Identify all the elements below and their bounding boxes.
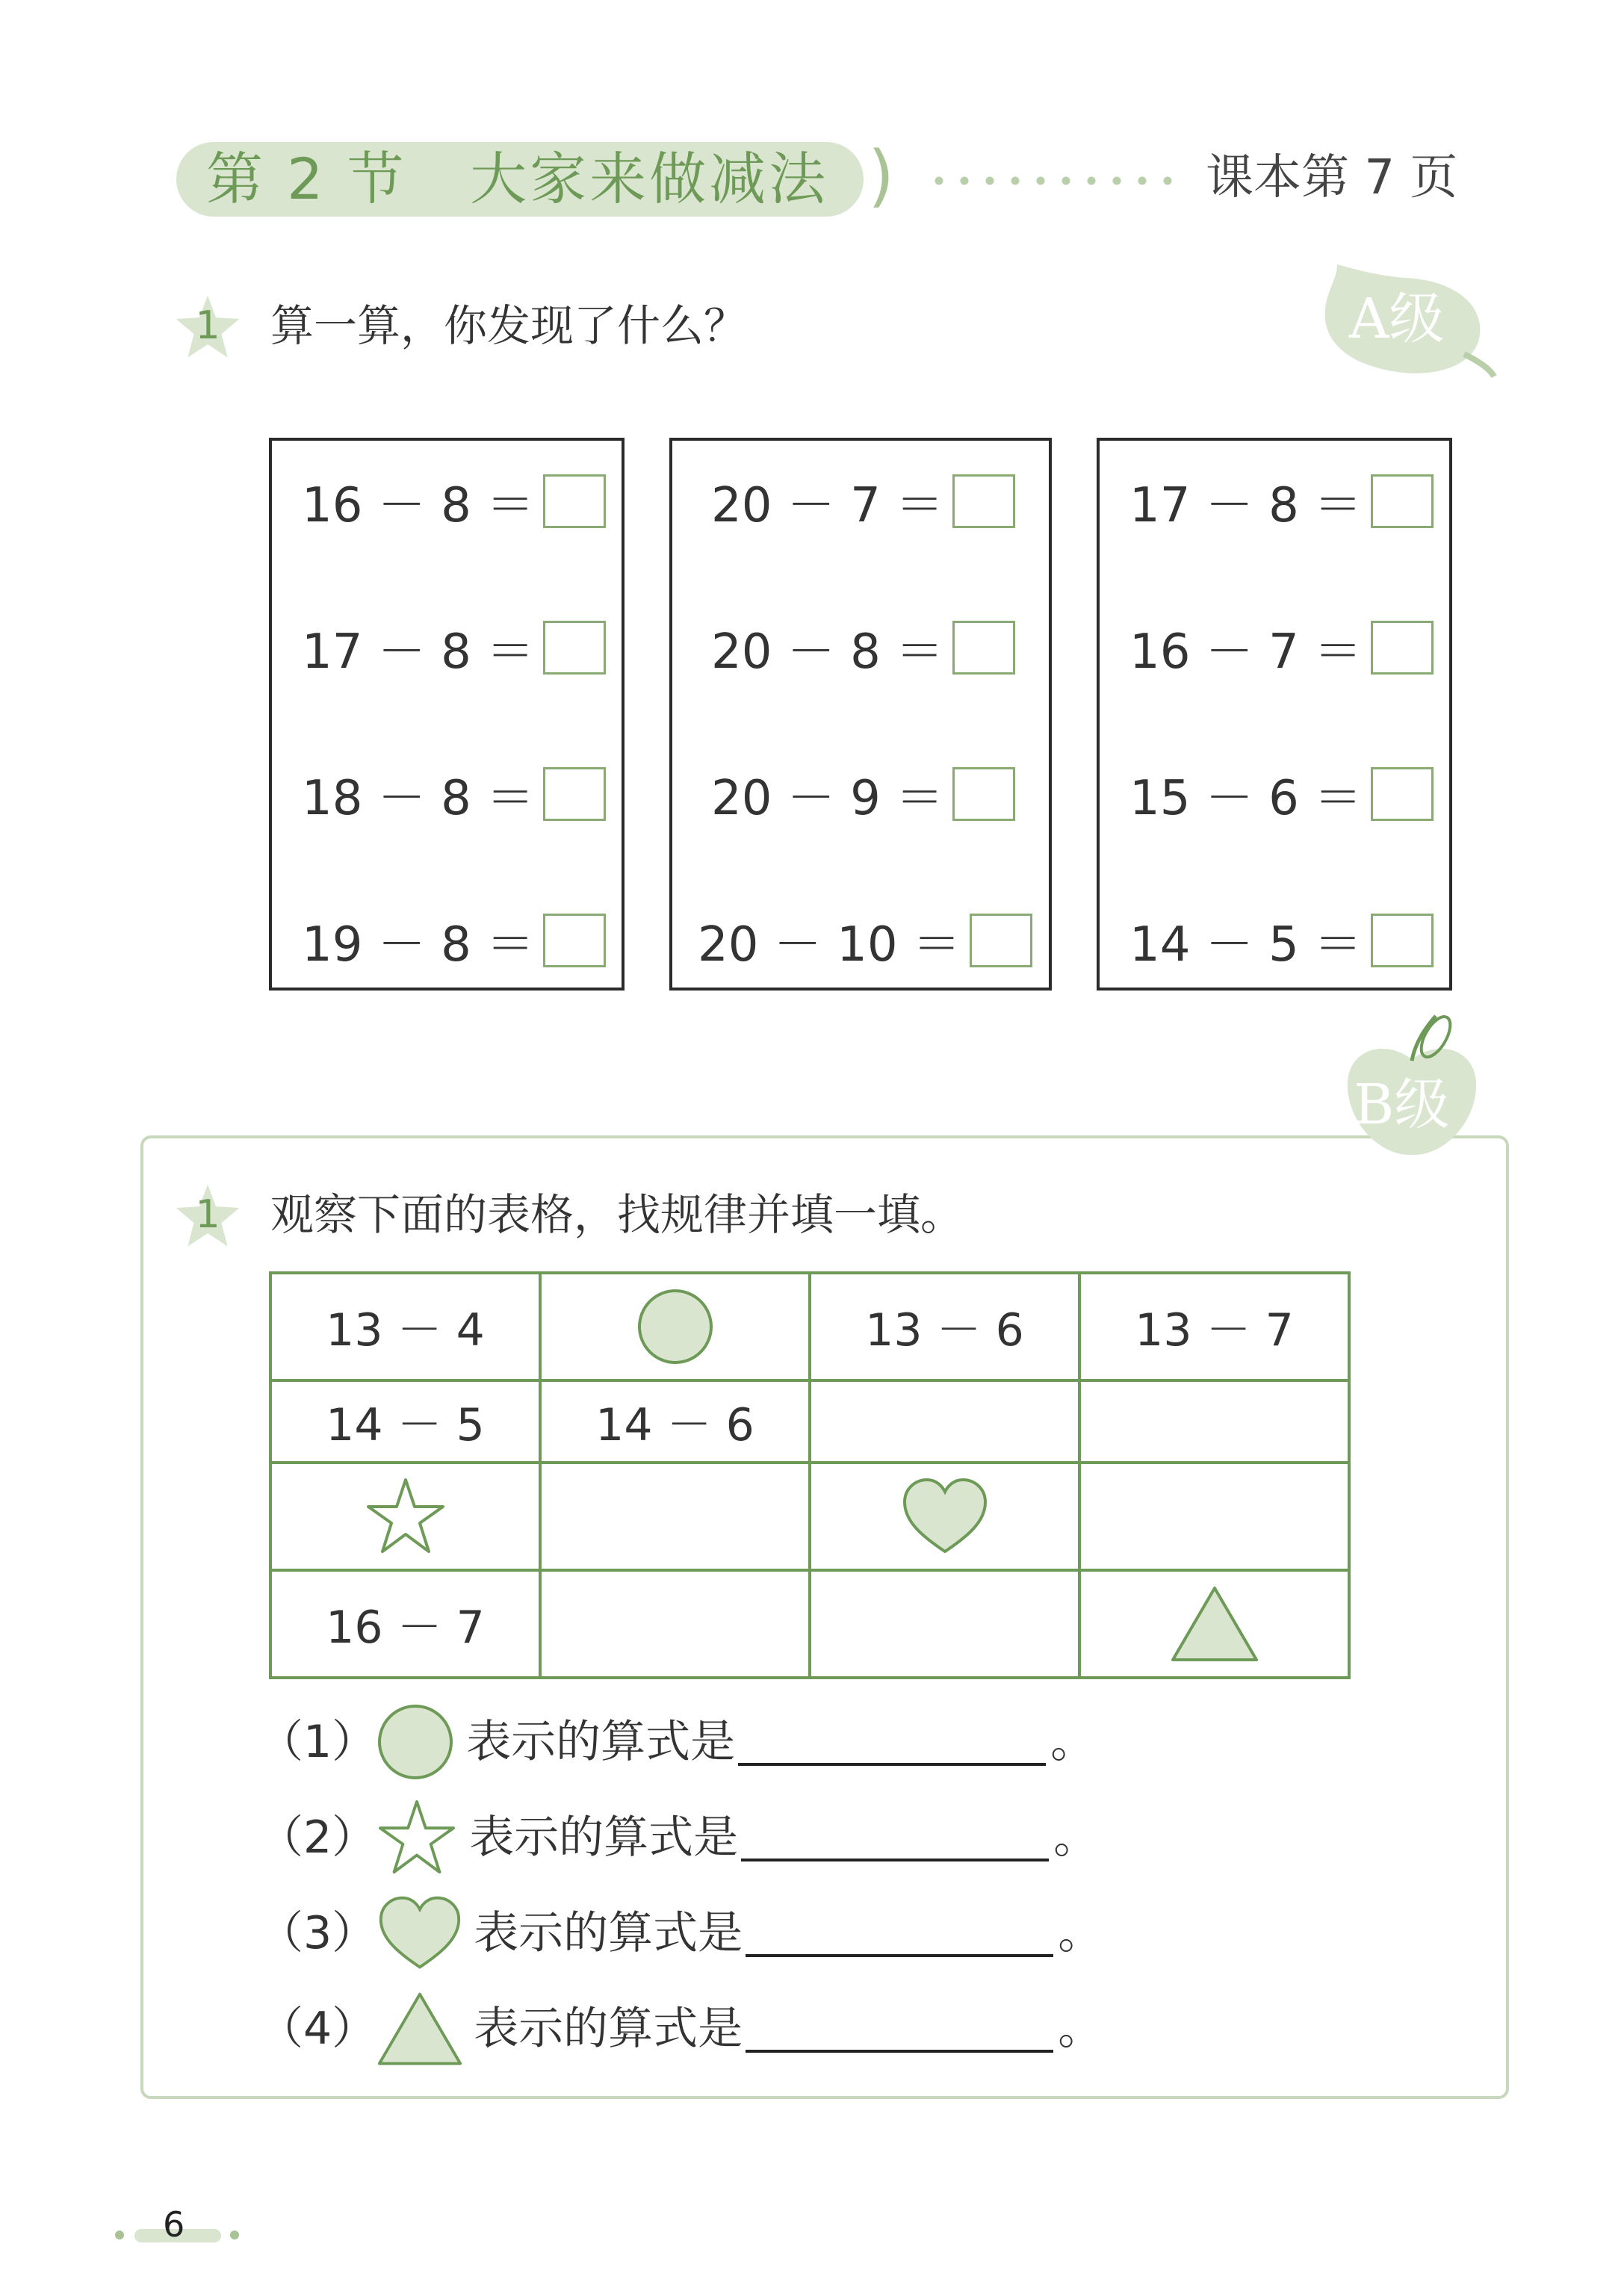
level-b-badge: B级 (1337, 1007, 1487, 1171)
question-a-text: 算一算，你发现了什么？ (270, 300, 748, 351)
circle-icon (636, 1288, 714, 1365)
triangle-icon (1170, 1585, 1259, 1663)
table-cell: 14 － 5 (270, 1380, 540, 1463)
equation-row: 18 － 8 ＝ (272, 760, 651, 828)
sub-question-3: （3） 表示的算式是 。 (258, 1894, 1103, 1972)
table-cell: 16 － 7 (270, 1570, 540, 1678)
table-cell-empty[interactable] (1079, 1380, 1349, 1463)
table-row (270, 1380, 1349, 1463)
section-title: 第 2 节 大家来做减法 (206, 146, 829, 212)
page-number: 6 (163, 2204, 185, 2245)
dotted-leader (926, 176, 1180, 185)
equation-row: 20 － 9 ＝ (672, 760, 1088, 828)
answer-box[interactable] (1371, 474, 1434, 528)
table-cell-triangle[interactable] (1079, 1570, 1349, 1678)
answer-box[interactable] (970, 914, 1032, 967)
answer-blank[interactable] (746, 1909, 1053, 1957)
table-cell-empty[interactable] (540, 1463, 810, 1570)
question-number-star-b: 1 (173, 1182, 242, 1250)
answer-box[interactable] (543, 914, 606, 967)
table-cell: 14 － 6 (540, 1380, 810, 1463)
table-cell: 13 － 4 (270, 1273, 540, 1380)
answer-box[interactable] (952, 621, 1015, 675)
table-cell-heart[interactable] (810, 1463, 1079, 1570)
table-cell-star[interactable] (270, 1463, 540, 1570)
table-cell: 13 － 6 (810, 1273, 1079, 1380)
answer-box[interactable] (1371, 914, 1434, 967)
equation-row: 19 － 8 ＝ (272, 907, 651, 974)
sub-question-4: （4） 表示的算式是 。 (258, 1990, 1103, 2068)
equation-row: 14 － 5 ＝ (1100, 907, 1479, 974)
equation-row: 17 － 8 ＝ (272, 614, 651, 681)
equation-row: 20 － 10 ＝ (672, 907, 1074, 974)
equation-group-3 (1097, 438, 1452, 991)
answer-box[interactable] (543, 621, 606, 675)
heart-icon (900, 1477, 990, 1556)
table-row (270, 1273, 1349, 1380)
level-a-badge: A级 (1315, 257, 1501, 384)
sub-question-1: （1） 表示的算式是 。 (258, 1703, 1095, 1781)
equation-row: 20 － 8 ＝ (672, 614, 1088, 681)
equation-row: 20 － 7 ＝ (672, 468, 1088, 535)
answer-blank[interactable] (738, 1718, 1046, 1766)
question-b-text: 观察下面的表格，找规律并填一填。 (270, 1189, 964, 1240)
table-row (270, 1570, 1349, 1678)
table-cell-empty[interactable] (810, 1380, 1079, 1463)
title-bracket-decoration: ) (868, 137, 895, 215)
table-cell-empty[interactable] (810, 1570, 1079, 1678)
equation-group-1 (269, 438, 625, 991)
question-number-star-a: 1 (173, 293, 242, 362)
footer-dot (115, 2231, 124, 2239)
equation-group-2 (669, 438, 1052, 991)
answer-box[interactable] (952, 767, 1015, 821)
star-icon (365, 1477, 447, 1556)
table-row (270, 1463, 1349, 1570)
footer-dot (230, 2231, 239, 2239)
answer-box[interactable] (543, 767, 606, 821)
triangle-icon (376, 1990, 463, 2068)
equation-row: 16 － 7 ＝ (1100, 614, 1479, 681)
pattern-table (269, 1271, 1351, 1679)
answer-blank[interactable] (741, 1814, 1049, 1861)
star-icon (376, 1799, 457, 1876)
answer-box[interactable] (1371, 621, 1434, 675)
equation-row: 15 － 6 ＝ (1100, 760, 1479, 828)
heart-icon (376, 1894, 463, 1972)
table-cell-empty[interactable] (540, 1570, 810, 1678)
table-cell-empty[interactable] (1079, 1463, 1349, 1570)
textbook-page-ref: 课本第 7 页 (1206, 150, 1458, 205)
answer-blank[interactable] (746, 2005, 1053, 2053)
answer-box[interactable] (543, 474, 606, 528)
equation-row: 17 － 8 ＝ (1100, 468, 1479, 535)
table-cell-circle[interactable] (540, 1273, 810, 1380)
sub-question-2: （2） 表示的算式是 。 (258, 1799, 1098, 1876)
equation-row: 16 － 8 ＝ (272, 468, 651, 535)
table-cell: 13 － 7 (1079, 1273, 1349, 1380)
answer-box[interactable] (952, 474, 1015, 528)
circle-icon (376, 1703, 454, 1781)
answer-box[interactable] (1371, 767, 1434, 821)
